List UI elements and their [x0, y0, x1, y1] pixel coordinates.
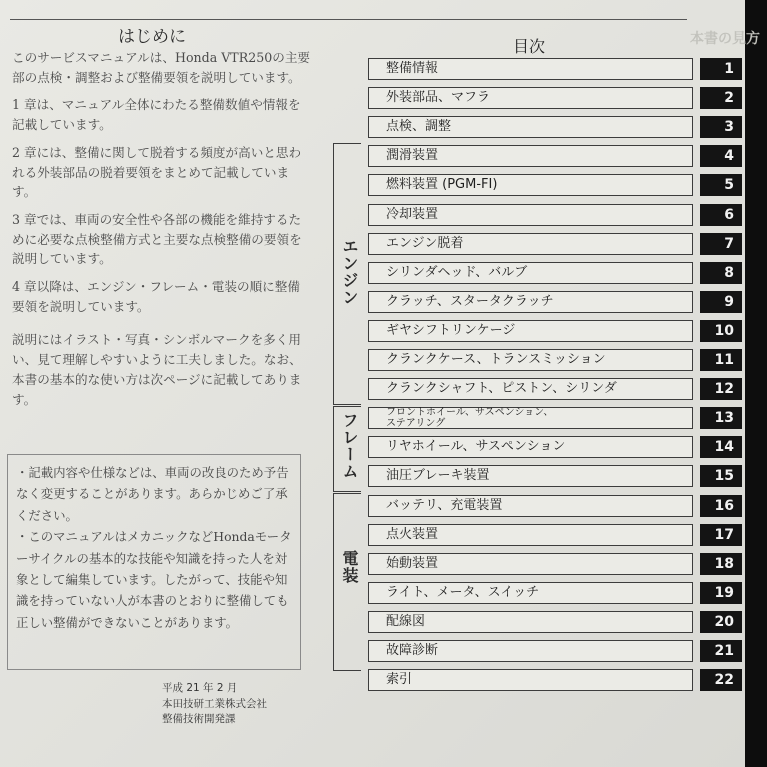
toc-label[interactable]	[368, 58, 693, 80]
toc-label-text: 点火装置	[386, 527, 439, 542]
toc-label[interactable]	[368, 116, 693, 138]
toc-title: 目次	[513, 37, 546, 56]
toc-label[interactable]	[368, 349, 693, 371]
toc-label[interactable]	[368, 204, 693, 226]
chapter-number-tab[interactable]: 7	[700, 233, 742, 255]
toc-label-text: フロントホイール、サスペンション、	[386, 407, 554, 418]
toc-label-text: 潤滑装置	[386, 148, 439, 163]
toc-label[interactable]	[368, 262, 693, 284]
top-rule	[10, 19, 687, 20]
toc-label-text: シリンダヘッド、バルブ	[386, 265, 528, 280]
page-edge-shadow	[745, 0, 767, 767]
toc-label-text: 燃料装置 (PGM-FI)	[386, 177, 498, 192]
notice-item: ・記載内容や仕様などは、車両の改良のため予告なく変更することがあります。あらかじめご了承ください。	[16, 465, 289, 523]
toc-label[interactable]	[368, 611, 693, 633]
chapter-number-tab[interactable]: 14	[700, 436, 742, 458]
chapter-number-tab[interactable]: 9	[700, 291, 742, 313]
chapter-number-tab[interactable]: 10	[700, 320, 742, 342]
publisher-name: 本田技研工業株式会社	[162, 697, 267, 710]
toc-label-text: クランクシャフト、ピストン、シリンダ	[386, 381, 617, 396]
chapter-number-tab[interactable]: 18	[700, 553, 742, 575]
publication-date: 平成 21 年 2 月	[162, 682, 238, 694]
toc-label[interactable]	[368, 87, 693, 109]
toc-label-text: 外装部品、マフラ	[386, 90, 491, 105]
chapter-number-tab[interactable]: 22	[700, 669, 742, 691]
toc-label[interactable]	[368, 407, 693, 429]
chapter-number-tab[interactable]: 13	[700, 407, 742, 429]
toc-label[interactable]	[368, 378, 693, 400]
toc-label[interactable]	[368, 291, 693, 313]
toc-label-text: ギヤシフトリンケージ	[386, 323, 516, 338]
toc-label[interactable]	[368, 553, 693, 575]
toc-label-text: ライト、メータ、スイッチ	[386, 585, 540, 600]
toc-label-text: クランクケース、トランスミッション	[386, 352, 606, 367]
toc-label[interactable]	[368, 465, 693, 487]
toc-label[interactable]	[368, 524, 693, 546]
faint-heading-bleed: 本書の見方	[690, 31, 760, 47]
chapter-number-tab[interactable]: 19	[700, 582, 742, 604]
toc-label-text: リヤホイール、サスペンション	[386, 439, 566, 454]
intro-paragraph: 2 章には、整備に関して脱着する頻度が高いと思われる外装部品の脱着要領をまとめて記載しています。	[12, 144, 302, 200]
toc-label[interactable]	[368, 640, 693, 662]
chapter-number-tab[interactable]: 1	[700, 58, 742, 80]
intro-paragraph: このサービスマニュアルは、Honda VTR250の主要部の点検・調整および整備要領を説明しています。	[12, 50, 311, 85]
publisher-department: 整備技術開発課	[162, 713, 236, 725]
toc-label[interactable]	[368, 582, 693, 604]
toc-label[interactable]	[368, 669, 693, 691]
intro-paragraph: 4 章以降は、エンジン・フレーム・電装の順に整備要領を説明しています。	[12, 279, 300, 314]
toc-label-text: クラッチ、スタータクラッチ	[386, 294, 554, 309]
toc-label-text: 整備情報	[386, 61, 439, 76]
toc-label-text: 油圧ブレーキ装置	[386, 468, 490, 483]
toc-label-text: 故障診断	[386, 643, 439, 658]
chapter-number-tab[interactable]: 6	[700, 204, 742, 226]
toc-label[interactable]	[368, 320, 693, 342]
toc-label-text: 索引	[386, 672, 413, 687]
toc-label-text: バッテリ、充電装置	[386, 498, 503, 513]
toc-label-text: エンジン脱着	[386, 236, 464, 251]
chapter-number-tab[interactable]: 12	[700, 378, 742, 400]
toc-label[interactable]	[368, 233, 693, 255]
toc-label-text: ステアリング	[386, 417, 446, 429]
toc-label[interactable]	[368, 174, 693, 196]
chapter-number-tab[interactable]: 8	[700, 262, 742, 284]
intro-paragraph: 3 章では、車両の安全性や各部の機能を維持するために必要な点検整備方式と主要な点検整備の要領を説明しています。	[12, 211, 302, 267]
intro-paragraph: 1 章は、マニュアル全体にわたる整備数値や情報を記載しています。	[12, 97, 301, 133]
chapter-number-tab[interactable]: 17	[700, 524, 742, 546]
toc-label-text: 点検、調整	[386, 119, 452, 134]
chapter-number-tab[interactable]: 21	[700, 640, 742, 662]
chapter-number-tab[interactable]: 2	[700, 87, 742, 109]
toc-label-text: 始動装置	[386, 556, 439, 571]
chapter-number-tab[interactable]: 11	[700, 349, 742, 371]
toc-label[interactable]	[368, 436, 693, 458]
toc-label-text: 配線図	[386, 614, 426, 629]
toc-label-text: 冷却装置	[386, 207, 439, 222]
notice-box	[7, 454, 301, 670]
intro-paragraph: 説明にはイラスト・写真・シンボルマークを多く用い、見て理解しやすいように工夫しました。なお、本書の基本的な使い方は次ページに記載してあります。	[12, 332, 302, 407]
chapter-number-tab[interactable]: 15	[700, 465, 742, 487]
chapter-number-tab[interactable]: 5	[700, 174, 742, 196]
frame-group-label: フレーム	[340, 412, 359, 480]
intro-text	[12, 48, 310, 417]
chapter-number-tab[interactable]: 4	[700, 145, 742, 167]
chapter-number-tab[interactable]: 20	[700, 611, 742, 633]
notice-item: ・このマニュアルはメカニックなどHondaモーターサイクルの基本的な技能や知識を持った人を対象として編集しています。したがって、技能や知識を持っていない人が本書のとおりに整備しても正しい整備ができないことがあります。	[16, 529, 292, 630]
toc-label[interactable]	[368, 495, 693, 517]
engine-group-label: エンジン	[340, 238, 359, 306]
intro-title: はじめに	[118, 27, 186, 47]
toc-label[interactable]	[368, 145, 693, 167]
chapter-number-tab[interactable]: 16	[700, 495, 742, 517]
electrical-group-label: 電装	[340, 550, 359, 584]
chapter-number-tab[interactable]: 3	[700, 116, 742, 138]
publication-info	[162, 681, 267, 728]
